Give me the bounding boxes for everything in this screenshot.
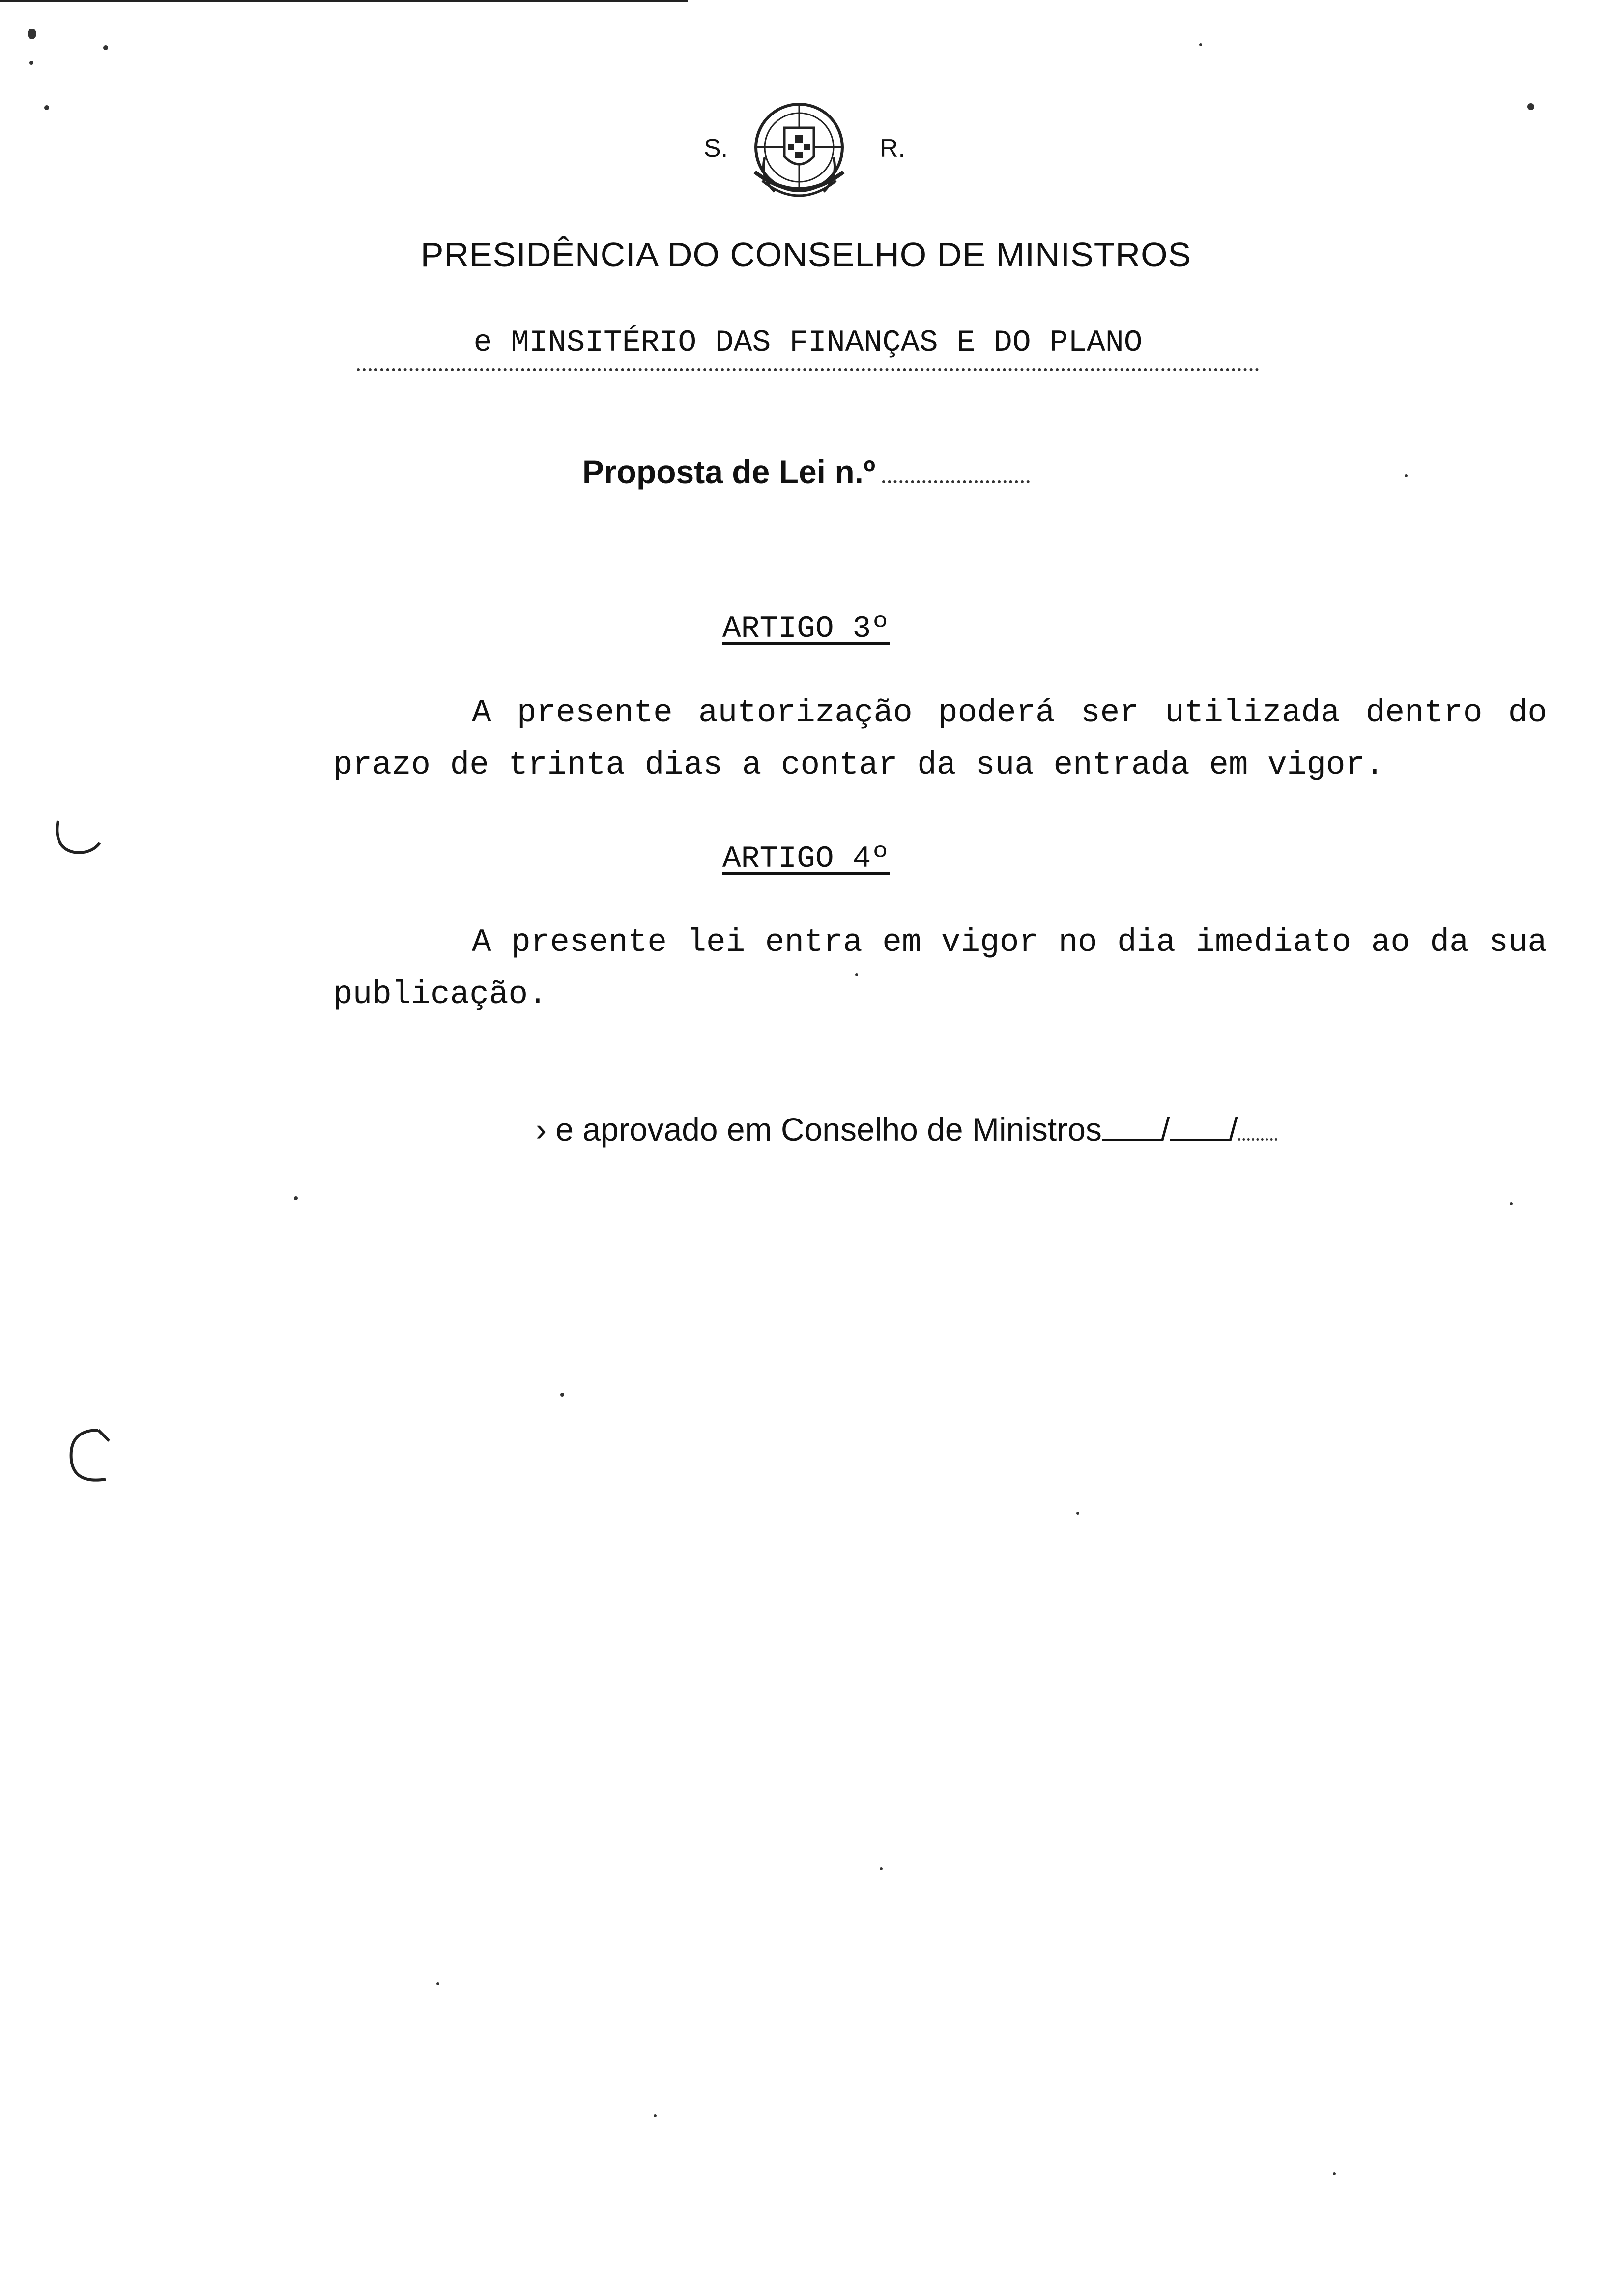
scan-speck: [294, 1196, 298, 1200]
approval-day-blank: [1102, 1134, 1161, 1141]
scan-speck: [103, 45, 108, 50]
proposal-number-line: [0, 453, 1612, 490]
scan-speck: [654, 2114, 657, 2117]
article-3-heading: ARTIGO 3º: [722, 611, 890, 646]
punch-hole-mark-upper: [48, 811, 107, 872]
scan-speck: [1199, 43, 1202, 46]
scan-speck: [44, 105, 49, 110]
approval-text: › e aprovado em Conselho de Ministros: [536, 1111, 1102, 1148]
top-border-line: [0, 0, 688, 2]
scan-speck: [29, 61, 33, 65]
punch-hole-mark-lower: [64, 1420, 123, 1496]
page-title: PRESIDÊNCIA DO CONSELHO DE MINISTROS: [420, 235, 1192, 274]
scan-speck: [855, 973, 858, 976]
article-4-text: A presente lei entra em vigor no dia imediato ao da sua publicação.: [333, 924, 1547, 1013]
scan-speck: [1333, 2172, 1336, 2175]
proposal-number-blank: [882, 475, 1030, 483]
approval-line: › e aprovado em Conselho de Ministros / /: [536, 1111, 1277, 1148]
header-letter-s: S.: [704, 134, 728, 163]
scan-speck: [28, 29, 36, 39]
article-4-body: [333, 917, 1547, 1021]
ministry-line: e MINSITÉRIO DAS FINANÇAS E DO PLANO: [357, 325, 1259, 371]
scan-speck: [560, 1393, 564, 1397]
scan-speck: [1076, 1512, 1079, 1515]
scan-speck: [1405, 474, 1408, 477]
approval-month-blank: [1170, 1134, 1229, 1141]
coat-of-arms-icon: [745, 98, 853, 211]
header-letter-r: R.: [880, 134, 905, 163]
scan-speck: [1510, 1202, 1513, 1205]
approval-year-blank: [1238, 1133, 1277, 1141]
proposal-label: Proposta de Lei n.º: [582, 454, 876, 490]
scan-speck: [1527, 103, 1534, 110]
scan-speck: [880, 1867, 883, 1870]
scan-speck: [436, 1982, 439, 1985]
article-3-body: [333, 687, 1547, 791]
article-3-text: A presente autorização poderá ser utilizada dentro do prazo de trinta dias a contar da sua entrada em vigor.: [333, 694, 1547, 783]
article-4-heading: ARTIGO 4º: [722, 841, 890, 876]
